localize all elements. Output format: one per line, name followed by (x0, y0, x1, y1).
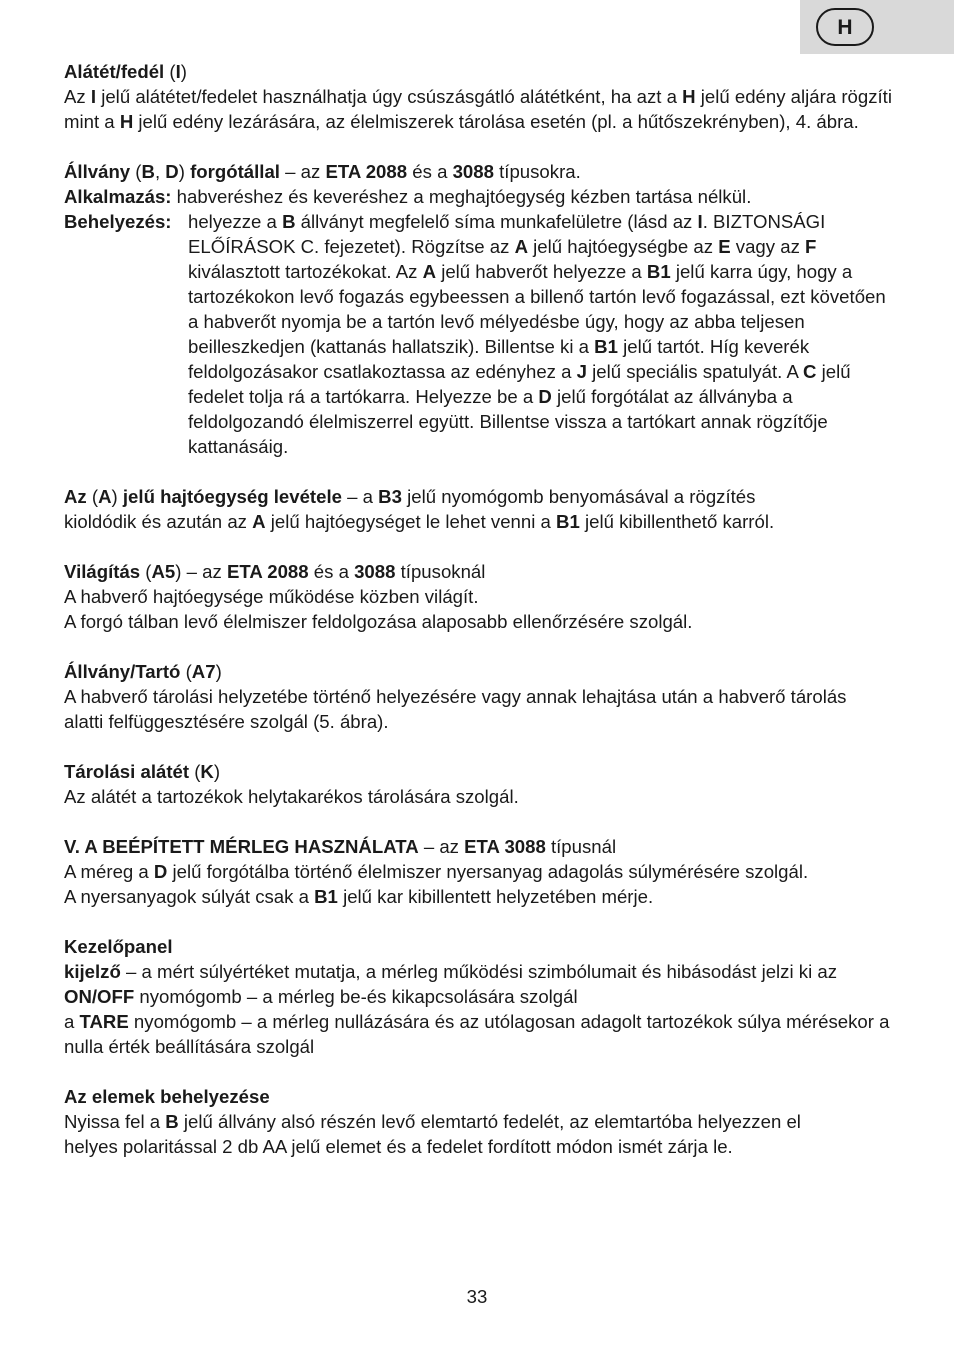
text-run: nyomógomb – a mérleg be-és kikapcsolására szolgál (134, 986, 578, 1007)
text-run: jelű forgótálat az állványba a feldolgozandó élelmiszerrel együtt. Billentse vissza a tartókart annak rögzítője kattanásáig. (188, 386, 828, 457)
section-built-in-scale (64, 834, 894, 909)
section-battery-insertion (64, 1084, 894, 1159)
text-run: , (154, 161, 166, 182)
text-run: jelű habverőt helyezze a (436, 261, 647, 282)
text-run: ) (215, 661, 222, 682)
text-run: . BIZTONSÁGI ELŐÍRÁSOK C. fejezetet). Rögzítse az (188, 211, 826, 257)
paragraph: A habverő hajtóegysége működése közben világít. (64, 586, 479, 607)
text-run: H (119, 111, 134, 132)
paragraph (64, 859, 894, 884)
text-run: jelű hajtóegységbe az (528, 236, 719, 257)
text-run: ( (180, 661, 192, 682)
text-run: típusoknál (395, 561, 486, 582)
text-run: – az (279, 161, 326, 182)
text-run: A nyersanyagok súlyát csak a (64, 886, 315, 907)
text-run: típusokra. (493, 161, 581, 182)
text-run: – az (418, 836, 465, 857)
section-control-panel (64, 934, 894, 1059)
text-run: ) (111, 486, 123, 507)
text-run: D (538, 386, 552, 407)
text-run: B (165, 1111, 179, 1132)
text-run: kijelző (64, 961, 121, 982)
text-run: helyezze a (188, 211, 283, 232)
text-run: Nyissa fel a (64, 1111, 166, 1132)
text-run: B1 (314, 886, 338, 907)
text-run: ETA 2088 (325, 161, 408, 182)
section-remove-drive (64, 484, 894, 534)
text-run: I (90, 86, 97, 107)
text-run: A (98, 486, 112, 507)
text-run: ) (213, 761, 221, 782)
text-run: – a mért súlyértéket mutatja, a mérleg működési szimbólumait és hibásodást jelzi ki az (120, 961, 838, 982)
text-run: TARE (79, 1011, 129, 1032)
text-run: ETA 3088 (464, 836, 546, 857)
text-run: D (153, 861, 168, 882)
text-run: jelű hajtóegységet le lehet venni a (265, 511, 557, 532)
text-run: kioldódik és azután az (64, 511, 253, 532)
text-run: B (282, 211, 296, 232)
text-run: Állvány (64, 161, 131, 182)
text-run: A méreg a (64, 861, 154, 882)
text-run: vagy az (730, 236, 806, 257)
text-run: 3088 (452, 161, 494, 182)
text-run: ( (189, 761, 201, 782)
text-run: a (64, 1011, 80, 1032)
text-run: ETA 2088 (226, 561, 309, 582)
text-run: Világítás (64, 561, 141, 582)
text-run: Tárolási alátét (64, 761, 190, 782)
text-run: típusnál (545, 836, 617, 857)
paragraph: A habverő tárolási helyzetébe történő helyezésére vagy annak lehajtása után a habverő tárolás alatti felfüggesztésére szolgál (5. ábra). (64, 686, 847, 732)
text-run: A (514, 236, 528, 257)
section-heading (64, 159, 894, 184)
text-run: 3088 (354, 561, 396, 582)
text-run: A (422, 261, 437, 282)
text-run: jelű nyomógomb benyomásával a rögzítés (401, 486, 756, 507)
paragraph (64, 509, 894, 534)
insertion-text (188, 209, 894, 459)
text-run: jelű karra úgy, hogy a tartozékokon levő fogazás egybeessen a billenő tartón levő fogazással, ezt követően a habverőt nyomja be a tartón levő mélyedésbe úgy, hogy az abba teljesen beilleszkedjen (kattanás hallatszik). Billentse ki a (188, 261, 886, 357)
text-run: jelű alátétet/fedelet használhatja úgy csúszásgátló alátétként, ha azt a (96, 86, 683, 107)
text-run: B1 (646, 261, 671, 282)
usage-row (64, 184, 894, 209)
text-run: V. A BEÉPÍTETT MÉRLEG HASZNÁLATA (64, 836, 419, 857)
text-run: forgótállal (190, 161, 280, 182)
text-run: jelű hajtóegység levétele (122, 486, 342, 507)
section-heading (64, 834, 894, 859)
text-run: E (718, 236, 731, 257)
usage-text: habveréshez és keveréshez a meghajtóegység kézben tartása nélkül. (171, 186, 752, 207)
text-run: – a (341, 486, 379, 507)
text-run: állványt megfelelő síma munkafelületre (lásd az (295, 211, 698, 232)
text-run: jelű edény lezárására, az élelmiszerek tárolása esetén (pl. a hűtőszekrényben), 4. ábra. (133, 111, 859, 132)
text-run: és a (407, 161, 453, 182)
text-run: D (165, 161, 179, 182)
text-run: Állvány/Tartó (64, 661, 181, 682)
paragraph (64, 959, 894, 1009)
insertion-row (64, 209, 894, 459)
section-heading (64, 559, 894, 584)
text-run: B3 (378, 486, 402, 507)
text-run: Az (64, 86, 91, 107)
text-run: I (697, 211, 703, 232)
text-run: ( (86, 486, 99, 507)
text-run: jelű kibillenthető karról. (579, 511, 775, 532)
text-run: ( (140, 561, 152, 582)
text-run: J (576, 361, 587, 382)
text-run: ( (130, 161, 142, 182)
text-run: jelű tartót. Híg keverék feldolgozásakor csatlakoztassa az edényhez a (188, 336, 810, 382)
text-run: A7 (191, 661, 216, 682)
text-run: A (252, 511, 266, 532)
text-run: jelű speciális spatulyát. A (586, 361, 803, 382)
text-run: B (141, 161, 155, 182)
text-run: nyomógomb – a mérleg nullázására és az utólagosan adagolt tartozékok súlya mérésekor a nulla érték beállítására szolgál (64, 1011, 890, 1057)
text-run: jelű edény aljára rögzíti mint a (64, 86, 892, 132)
section-lighting (64, 559, 894, 634)
text-run: jelű állvány alsó részén levő elemtartó fedelét, az elemtartóba helyezzen el helyes polaritással 2 db AA jelű elemet és a fedelet fordított módon ismét zárja le. (64, 1111, 801, 1157)
text-run: jelű fedelet tolja rá a tartókarra. Helyezze be a (188, 361, 851, 407)
text-run: jelű forgótálba történő élelmiszer nyersanyag adagolás súlymérésére szolgál. (167, 861, 809, 882)
section-heading: Az elemek behelyezése (64, 1086, 270, 1107)
language-tab (800, 0, 954, 54)
text-run: kiválasztott tartozékokat. Az (188, 261, 423, 282)
text-run: és a (308, 561, 355, 582)
text-run: B1 (594, 336, 618, 357)
page-content (64, 59, 894, 1184)
text-run: H (682, 86, 696, 107)
paragraph: Az alátét a tartozékok helytakarékos tárolására szolgál. (64, 786, 519, 807)
paragraph (64, 1109, 859, 1159)
section-heading (64, 759, 894, 784)
text-run: B1 (556, 511, 580, 532)
section-storage-pad (64, 759, 894, 809)
paragraph (64, 884, 894, 909)
section-pad-lid (64, 59, 894, 134)
text-run: C (803, 361, 817, 382)
section-stand-holder (64, 659, 894, 734)
page-number: 33 (466, 1286, 488, 1307)
paragraph: A forgó tálban levő élelmiszer feldolgozása alaposabb ellenőrzésére szolgál. (64, 611, 693, 632)
language-badge: H (816, 8, 874, 46)
text-run: K (200, 761, 214, 782)
text-run: ON/OFF (64, 986, 135, 1007)
text-run: Az (64, 486, 87, 507)
section-heading: Kezelőpanel (64, 936, 173, 957)
section-heading (64, 484, 894, 509)
section-stand (64, 159, 894, 459)
section-heading: Alátét/fedél (I) (64, 61, 187, 82)
usage-label: Alkalmazás: (64, 186, 172, 207)
paragraph (64, 84, 894, 134)
section-heading (64, 659, 894, 684)
paragraph (64, 1009, 894, 1059)
text-run: jelű kar kibillentett helyzetében mérje. (337, 886, 654, 907)
text-run: ) (178, 161, 191, 182)
text-run: F (805, 236, 817, 257)
text-run: A5 (151, 561, 176, 582)
insertion-label: Behelyezés: (64, 211, 172, 232)
text-run: ) – az (175, 561, 227, 582)
